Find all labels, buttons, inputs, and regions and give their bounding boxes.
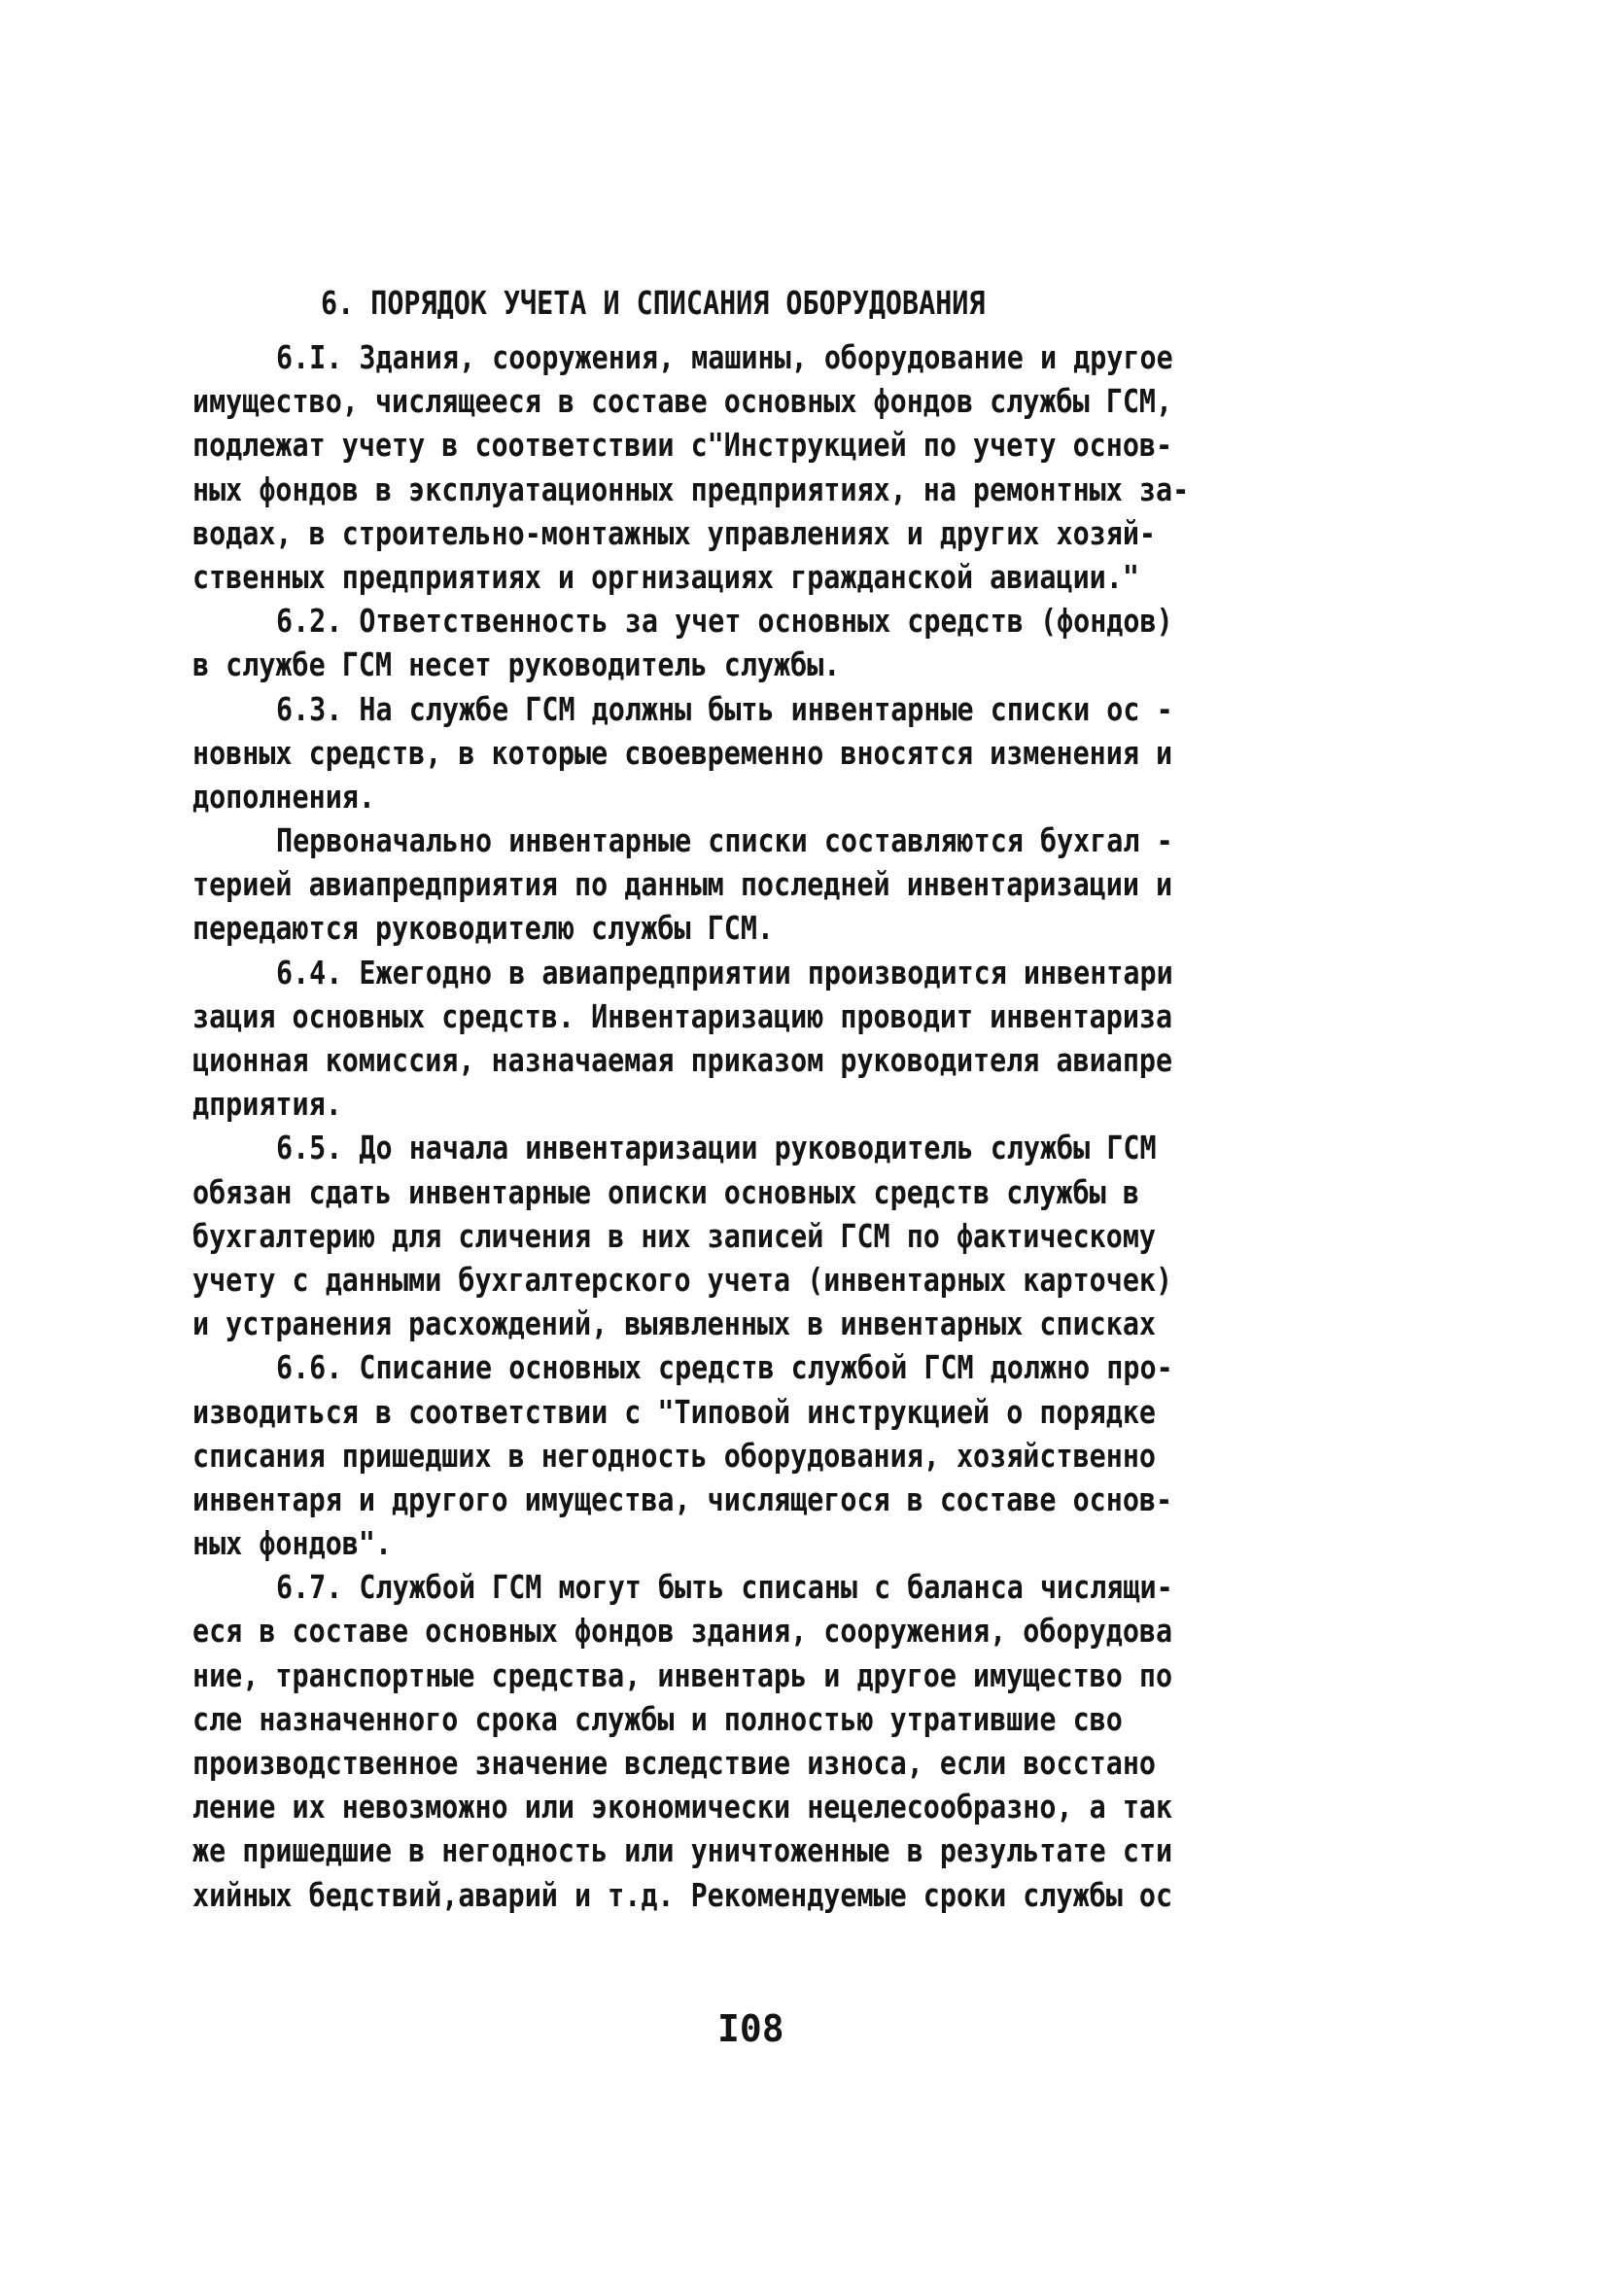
section-heading: 6. ПОРЯДОК УЧЕТА И СПИСАНИЯ ОБОРУДОВАНИЯ xyxy=(321,284,986,322)
text-line: 6.4. Ежегодно в авиапредприятии производится инвентари xyxy=(276,953,1173,991)
text-line: ние, транспортные средства, инвентарь и другое имущество по xyxy=(192,1655,1173,1694)
text-line: имущество, числящееся в составе основных фондов службы ГСМ, xyxy=(192,382,1173,421)
text-line: хийных бедствий,аварий и т.д. Рекомендуемые сроки службы ос xyxy=(192,1875,1173,1914)
text-line: 6.6. Списание основных средств службой ГСМ должно про- xyxy=(276,1348,1173,1387)
text-line: водах, в строительно-монтажных управлениях и других хозяй- xyxy=(192,513,1157,552)
text-line: дприятия. xyxy=(192,1085,342,1124)
text-line: ных фондов в эксплуатационных предприятиях, на ремонтных за- xyxy=(192,470,1190,508)
text-line: 6.5. До начала инвентаризации руководитель службы ГСМ xyxy=(276,1129,1157,1167)
text-line: 6.2. Ответственность за учет основных средств (фондов) xyxy=(276,602,1173,641)
text-line: ционная комиссия, назначаемая приказом руководителя авиапре xyxy=(192,1041,1173,1079)
text-line: обязан сдать инвентарные описки основных средств службы в xyxy=(192,1172,1139,1211)
text-line: новных средств, в которые своевременно вносятся изменения и xyxy=(192,733,1173,772)
text-line: изводиться в соответствии с "Типовой инструкцией о порядке xyxy=(192,1392,1157,1431)
text-line: производственное значение вследствие износа, если восстано xyxy=(192,1744,1157,1782)
page-number: I08 xyxy=(717,2007,784,2050)
text-line: Первоначально инвентарные списки составляются бухгал - xyxy=(276,821,1173,860)
text-line: ных фондов". xyxy=(192,1524,393,1563)
text-line: подлежат учету в соответствии с"Инструкцией по учету основ- xyxy=(192,426,1173,465)
text-line: передаются руководителю службы ГСМ. xyxy=(192,909,775,948)
text-line: 6.7. Службой ГСМ могут быть списаны с баланса числящи- xyxy=(276,1568,1173,1607)
text-line: дополнения. xyxy=(192,777,375,816)
text-line: 6.3. На службе ГСМ должны быть инвентарные списки ос - xyxy=(276,689,1173,728)
text-line: терией авиапредприятия по данным последней инвентаризации и xyxy=(192,865,1173,904)
text-line: списания пришедших в негодность оборудования, хозяйственно xyxy=(192,1436,1157,1475)
text-line: 6.I. Здания, сооружения, машины, оборудование и другое xyxy=(276,338,1173,376)
text-line: сле назначенного срока службы и полностью утратившие сво xyxy=(192,1699,1123,1738)
text-line: бухгалтерию для сличения в них записей ГСМ по фактическому xyxy=(192,1216,1157,1255)
body-text xyxy=(192,335,1281,1917)
text-line: же пришедшие в негодность или уничтоженные в результате сти xyxy=(192,1831,1173,1870)
text-line: и устранения расхождений, выявленных в инвентарных списках xyxy=(192,1305,1157,1343)
text-line: еся в составе основных фондов здания, сооружения, оборудова xyxy=(192,1612,1173,1651)
text-line: в службе ГСМ несет руководитель службы. xyxy=(192,645,841,684)
text-line: учету с данными бухгалтерского учета (инвентарных карточек) xyxy=(192,1260,1173,1299)
text-line: ление их невозможно или экономически нецелесообразно, а так xyxy=(192,1788,1173,1826)
text-line: зация основных средств. Инвентаризацию проводит инвентариза xyxy=(192,996,1173,1035)
text-line: инвентаря и другого имущества, числящегося в составе основ- xyxy=(192,1479,1173,1518)
text-line: ственных предприятиях и оргнизациях гражданской авиации." xyxy=(192,557,1139,596)
